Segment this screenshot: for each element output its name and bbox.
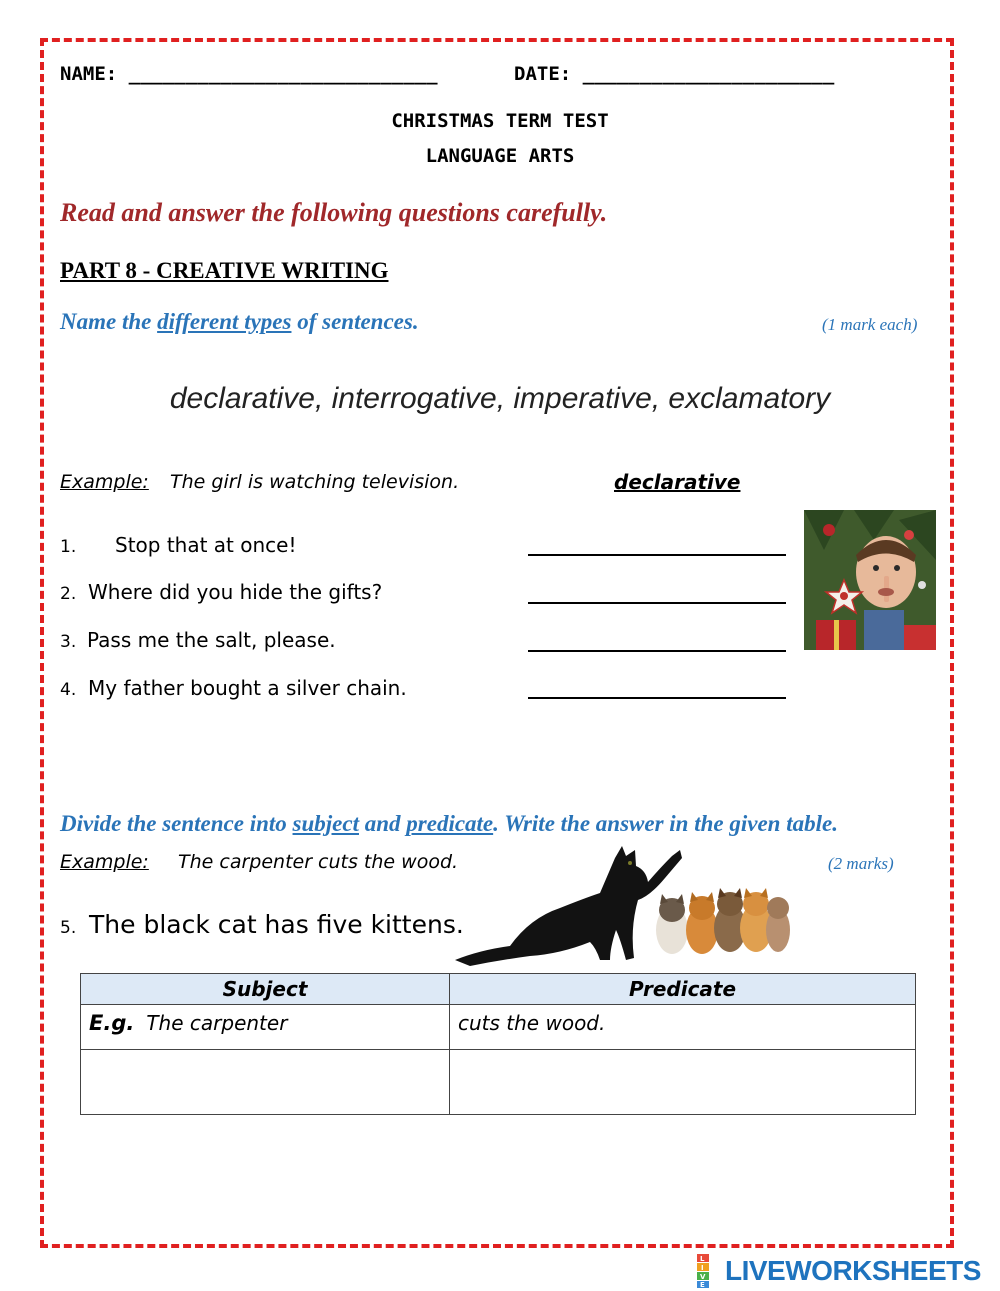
- test-title: CHRISTMAS TERM TEST: [391, 110, 609, 132]
- question-text: Where did you hide the gifts?: [88, 580, 383, 604]
- cat-and-kittens-image: [450, 838, 790, 968]
- question-number: 4.: [60, 680, 77, 700]
- subject-header: Subject: [81, 974, 450, 1005]
- table-row-example: [81, 1005, 916, 1050]
- question-text: Pass me the salt, please.: [87, 628, 336, 652]
- part-title: PART 8 - CREATIVE WRITING: [60, 258, 389, 283]
- question-4: [60, 676, 407, 700]
- example-predicate-cell: cuts the wood.: [450, 1005, 916, 1050]
- example-subject-cell: [81, 1005, 450, 1050]
- badge-letter-l: L: [700, 1255, 705, 1263]
- answer-line-1[interactable]: [528, 554, 786, 556]
- section2-prompt-predicate: predicate: [406, 811, 494, 836]
- question-3: [60, 628, 336, 652]
- question-text: My father bought a silver chain.: [88, 676, 407, 700]
- section1-prompt-link: different types: [157, 309, 292, 334]
- answer-line-3[interactable]: [528, 650, 786, 652]
- section2-prompt: [60, 811, 838, 837]
- answer-subject-cell[interactable]: [81, 1050, 450, 1115]
- section2-prompt-subject: subject: [292, 811, 359, 836]
- section1-prompt-pre: Name the: [60, 309, 158, 334]
- badge-letter-v: V: [700, 1273, 706, 1281]
- answer-predicate-cell[interactable]: [450, 1050, 916, 1115]
- question-text: The black cat has five kittens.: [89, 910, 464, 939]
- section1-marks: (1 mark each): [822, 315, 918, 334]
- table-header-row: [81, 974, 916, 1005]
- section1-prompt-post: of sentences.: [291, 309, 419, 334]
- table-row-answer: [81, 1050, 916, 1115]
- section2-prompt-mid: and: [358, 811, 407, 836]
- name-label: NAME:: [60, 63, 118, 85]
- badge-letter-e: E: [700, 1281, 705, 1288]
- section2-prompt-post: . Write the answer in the given table.: [493, 811, 838, 836]
- date-label: DATE:: [514, 63, 572, 85]
- badge-letter-i: I: [701, 1264, 704, 1272]
- example-label: Example:: [60, 471, 149, 493]
- example-answer: declarative: [614, 470, 741, 494]
- section2-prompt-pre: Divide the sentence into: [60, 811, 293, 836]
- predicate-header: Predicate: [450, 974, 916, 1005]
- subject-predicate-table: [80, 973, 916, 1115]
- liveworksheets-badge-icon: [697, 1254, 723, 1288]
- question-number: 5.: [60, 918, 77, 938]
- question-number: 3.: [60, 632, 77, 652]
- example2-label: Example:: [60, 851, 149, 873]
- kittens-group: [656, 888, 790, 954]
- question-1: [60, 533, 296, 557]
- eg-subject: The carpenter: [146, 1011, 288, 1035]
- answer-line-4[interactable]: [528, 697, 786, 699]
- date-field-row: [514, 63, 834, 85]
- liveworksheets-logo: LIVEWORKSHEETS: [725, 1255, 981, 1286]
- instruction-text: Read and answer the following questions carefully.: [60, 198, 608, 227]
- question-2: [60, 580, 382, 604]
- section1-prompt: [60, 309, 419, 335]
- example-sentence: The girl is watching television.: [170, 471, 460, 493]
- question-text: Stop that at once!: [115, 533, 297, 557]
- question-number: 1.: [60, 537, 77, 557]
- word-bank: declarative, interrogative, imperative, exclamatory: [169, 382, 831, 415]
- answer-line-2[interactable]: [528, 602, 786, 604]
- name-blank[interactable]: ___________________________: [128, 63, 438, 85]
- eg-label: E.g.: [89, 1011, 135, 1035]
- christmas-photo: [804, 510, 936, 650]
- section2-marks: (2 marks): [828, 854, 894, 873]
- name-field-row: [60, 63, 438, 85]
- date-blank[interactable]: ______________________: [582, 63, 835, 85]
- question-number: 2.: [60, 584, 77, 604]
- question-5: [60, 910, 464, 939]
- subject-title: LANGUAGE ARTS: [425, 145, 575, 167]
- example2-sentence: The carpenter cuts the wood.: [178, 851, 459, 873]
